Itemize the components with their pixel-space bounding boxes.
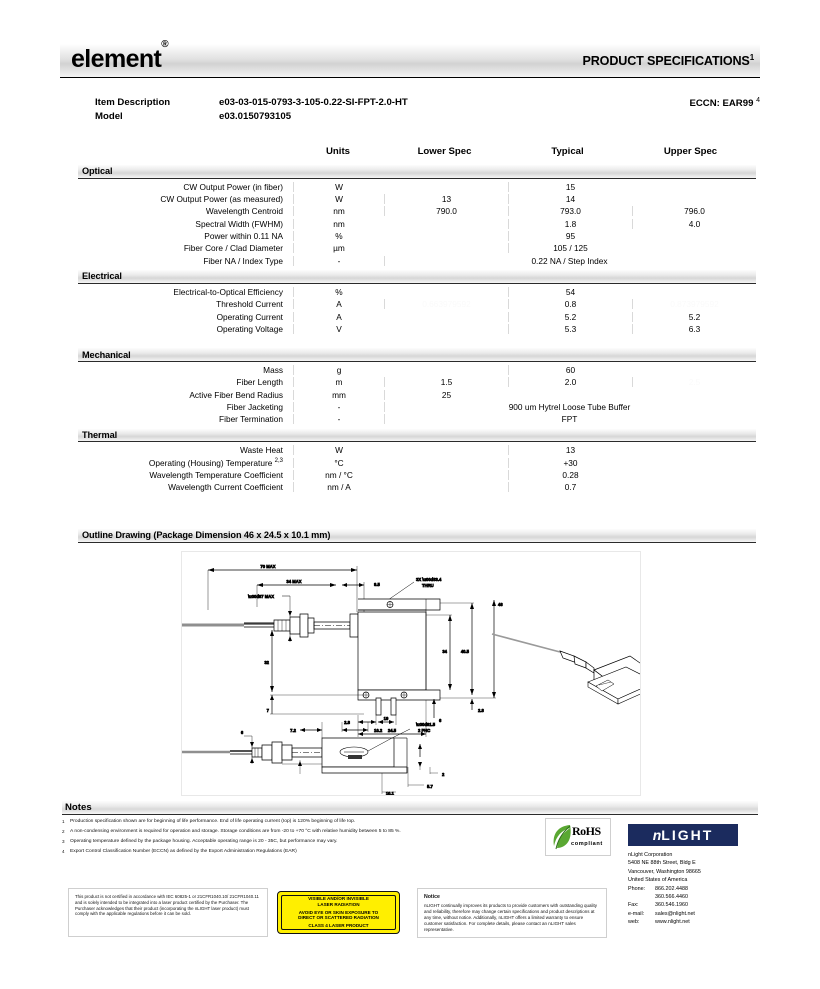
col-units: Units [326, 146, 350, 157]
row-units: % [293, 287, 384, 297]
table-row [78, 324, 756, 336]
footnote-ref: 4 [756, 97, 760, 104]
table-row [78, 206, 756, 218]
contact-row [628, 918, 758, 926]
item-description-row [95, 97, 760, 111]
row-parameter-label: Fiber Termination [219, 414, 283, 425]
svg-text:19: 19 [383, 716, 389, 721]
row-units: °C [293, 458, 384, 468]
svg-text:THRU: THRU [422, 583, 434, 588]
contact-label [628, 893, 655, 901]
row-typical: 5.3 [508, 324, 632, 334]
section-header-mechanical [78, 348, 756, 362]
table-row [78, 182, 756, 194]
company-address [628, 851, 758, 926]
row-typical: 105 / 125 [508, 243, 632, 253]
svg-text:\u00d87 MAX: \u00d87 MAX [248, 594, 275, 599]
rohs-badge [545, 818, 611, 856]
contact-label: e-mail: [628, 910, 645, 917]
page-header [60, 38, 760, 78]
svg-text:6: 6 [439, 718, 442, 723]
contact-row [628, 910, 758, 918]
rohs-label: RoHS [572, 824, 601, 838]
company-address-line2: Vancouver, Washington 98665 [628, 868, 701, 875]
row-lower-spec: 13 [384, 194, 508, 204]
row-typical: 60 [508, 365, 632, 375]
contact-label: Fax: [628, 902, 639, 909]
row-upper-spec: 0.873979592 [632, 299, 756, 309]
row-typical: 54 [508, 287, 632, 297]
page-title: PRODUCT SPECIFICATIONS$^1$ [582, 52, 754, 69]
model-label: Model [95, 110, 123, 122]
row-units: nm / °C [293, 470, 384, 480]
row-units: g [293, 365, 384, 375]
table-row [78, 365, 756, 377]
table-row [78, 219, 756, 231]
table-row [78, 458, 756, 470]
model-row [95, 111, 760, 125]
warning-line-1: VISIBLE AND/OR INVISIBLE LASER RADIATION [308, 896, 369, 907]
section-header-electrical [78, 270, 756, 284]
row-parameter-label: Mass [263, 364, 283, 375]
svg-text:32: 32 [264, 660, 269, 665]
row-upper-spec: 4.0 [632, 219, 756, 229]
svg-text:\u00d81.5: \u00d81.5 [416, 722, 436, 727]
notice-box [417, 888, 607, 938]
table-row [78, 194, 756, 206]
table-row [78, 482, 756, 494]
row-parameter-label: Threshold Current [216, 299, 283, 310]
row-typical: +30 [508, 458, 632, 468]
eccn-value: ECCN: EAR99 $^4$ [689, 97, 760, 110]
note-text: A non-condensing environment is required for operation and storage. Storage conditions are from -20 to +70 °C with relative humidity between 5 to 85 %. [70, 829, 401, 835]
row-typical: 0.28 [508, 470, 632, 480]
table-row [78, 312, 756, 324]
row-parameter-label: Fiber Jacketing [226, 401, 283, 412]
company-name: nLight Corporation [628, 852, 673, 858]
section-rows [78, 287, 756, 337]
table-row [78, 402, 756, 414]
table-row [78, 470, 756, 482]
row-lower-spec: 25 [384, 390, 508, 400]
certification-disclaimer: This product is not certified in accordance with IEC 60825-1 or 21CFR1040.10/ 21CFR1040.11 and is solely intended to be integrated into a laser product certified by the Purchaser. The Purchaser acknowledges that their product (incorporating the nLIGHT laser product) must comply with the applicable regulations before it can be sold. [68, 888, 268, 937]
row-typical: 13 [508, 445, 632, 455]
outline-drawing [181, 551, 641, 796]
table-row [78, 414, 756, 426]
svg-text:9.5: 9.5 [374, 582, 380, 587]
note-number: 4 [62, 849, 65, 855]
svg-text:46: 46 [498, 602, 503, 607]
table-row [78, 299, 756, 311]
svg-text:10.2: 10.2 [374, 728, 383, 733]
row-upper-spec: 796.0 [632, 206, 756, 216]
table-row [78, 256, 756, 268]
row-units: W [293, 182, 384, 192]
brand-name: element [71, 45, 162, 73]
row-parameter-label: Fiber Length [236, 377, 283, 388]
company-block [628, 824, 758, 926]
svg-text:2: 2 [442, 772, 445, 777]
row-parameter-label: Waste Heat [239, 445, 283, 456]
col-typical: Typical [551, 146, 584, 157]
row-units: W [293, 194, 384, 204]
warning-line-2: AVOID EYE OR SKIN EXPOSURE TO DIRECT OR SCATTERED RADIATION [298, 909, 379, 921]
table-row [78, 287, 756, 299]
rohs-sublabel: compliant [571, 841, 603, 847]
section-header-thermal [78, 429, 756, 443]
svg-text:3X \u00d83.4: 3X \u00d83.4 [416, 577, 442, 582]
row-spanned-value: 900 um Hytrel Loose Tube Buffer [384, 402, 754, 412]
row-typical: 5.2 [508, 312, 632, 322]
section-title: Electrical [82, 271, 122, 282]
laser-warning-label [277, 891, 400, 934]
row-parameter-label: Active Fiber Bend Radius [189, 389, 283, 400]
row-upper-spec: 2.5 [632, 377, 756, 387]
note-number: 3 [62, 839, 65, 845]
section-rows [78, 445, 756, 495]
row-units: nm [293, 219, 384, 229]
row-units: nm / A [293, 482, 384, 492]
row-parameter-label: Operating Current [216, 311, 283, 322]
row-typical: 793.0 [508, 206, 632, 216]
svg-text:7: 7 [266, 708, 269, 713]
row-parameter-label: Operating Voltage [216, 323, 283, 334]
nlight-logo-text: LIGHT [661, 827, 714, 843]
brand-logo [71, 38, 169, 73]
svg-text:34: 34 [442, 649, 447, 654]
company-address-line3: United States of America [628, 877, 688, 884]
row-units: A [293, 312, 384, 322]
section-spacer [78, 336, 756, 346]
note-number: 1 [62, 819, 65, 825]
contact-value: 866.202.4488 [655, 885, 688, 892]
contact-value: sales@nlight.net [655, 910, 695, 917]
row-typical: 0.7 [508, 482, 632, 492]
row-units: W [293, 445, 384, 455]
row-units: - [293, 402, 384, 412]
warning-line-3: CLASS 4 LASER PRODUCT [308, 923, 369, 929]
row-parameter-label: CW Output Power (as measured) [160, 193, 283, 204]
notice-text: nLIGHT continually improves its products to provide customers with outstanding quality and reliability, therefore may change certain specifications and product descriptions at any time, without notice. Additionally, nLIGHT offers a limited warranty to ensure customer satisfaction. For complete details, please contact an nLIGHT sales representative. [424, 902, 597, 933]
section-header-notes: Notes [62, 801, 758, 815]
item-info [95, 97, 760, 124]
note-number: 2 [62, 829, 65, 835]
row-typical: 0.8 [508, 299, 632, 309]
svg-text:10.1: 10.1 [385, 791, 394, 795]
row-typical: 15 [508, 182, 632, 192]
col-upper-spec: Upper Spec [663, 146, 718, 157]
row-lower-spec: 790.0 [384, 206, 508, 216]
svg-text:5.7: 5.7 [427, 784, 433, 789]
row-units: - [293, 256, 384, 266]
nlight-logo [628, 824, 738, 846]
svg-text:40.5: 40.5 [460, 649, 469, 654]
row-typical: 14 [508, 194, 632, 204]
row-parameter-label: Wavelength Centroid [205, 206, 283, 217]
row-units: m [293, 377, 384, 387]
contact-row [628, 901, 758, 909]
section-title: Thermal [82, 430, 118, 440]
item-description-value: e03-03-015-0793-3-105-0.22-SI-FPT-2.0-HT [219, 97, 408, 108]
contact-value: 360.566.4460 [655, 893, 688, 900]
svg-text:2.8: 2.8 [478, 708, 484, 713]
svg-text:34 MAX: 34 MAX [286, 579, 302, 584]
row-parameter-label: Fiber NA / Index Type [203, 255, 283, 266]
laser-warning-inner [281, 895, 396, 930]
col-lower-spec: Lower Spec [417, 146, 472, 157]
row-spanned-value: 0.22 NA / Step Index [384, 256, 754, 266]
section-rows [78, 365, 756, 427]
table-row [78, 445, 756, 457]
footnote-ref: 2,3 [274, 457, 283, 464]
svg-text:2.8: 2.8 [344, 720, 350, 725]
registered-mark-icon: ® [161, 38, 169, 50]
table-row [78, 390, 756, 402]
row-units: - [293, 414, 384, 424]
row-parameter-label: Electrical-to-Optical Efficiency [173, 286, 283, 297]
svg-text:2 PHC: 2 PHC [418, 728, 431, 733]
section-header-optical [78, 165, 756, 179]
row-typical: 1.8 [508, 219, 632, 229]
row-lower-spec: 1.5 [384, 377, 508, 387]
row-typical: 2.0 [508, 377, 632, 387]
contact-row [628, 885, 758, 893]
contact-value: www.nlight.net [655, 919, 690, 925]
note-text: Export Control Classification Number (ECCN) as defined by the Export Administration Regulations (EAR) [70, 849, 297, 855]
contact-row [628, 893, 758, 901]
company-address-line1: 5408 NE 88th Street, Bldg E [628, 860, 696, 867]
row-parameter-label: Operating (Housing) Temperature $^{2,3}$ [148, 457, 283, 468]
table-row [78, 243, 756, 255]
section-title: Optical [82, 166, 113, 177]
svg-text:24.5: 24.5 [387, 728, 397, 733]
model-value: e03.0150793105 [219, 110, 292, 122]
contact-value: 360.546.1960 [655, 902, 688, 909]
row-parameter-label: Power within 0.11 NA [204, 231, 283, 242]
row-parameter-label: Fiber Core / Clad Diameter [183, 243, 283, 254]
notice-title: Notice [424, 894, 440, 900]
row-units: V [293, 324, 384, 334]
section-header-outline: Outline Drawing (Package Dimension 46 x 24.5 x 10.1 mm) [78, 529, 756, 543]
table-row [78, 231, 756, 243]
contact-label: Phone: [628, 885, 646, 892]
nlight-logo-n: n [652, 827, 662, 843]
row-units: mm [293, 390, 384, 400]
row-typical: 95 [508, 231, 632, 241]
leaf-icon [550, 822, 574, 852]
specification-table [78, 146, 756, 495]
row-lower-spec: 0.663979592 [384, 299, 508, 309]
row-parameter-label: CW Output Power (in fiber) [183, 181, 283, 192]
note-text: Operating temperature defined by the package housing. Acceptable operating range is 20 - 35C, but performance may vary. [70, 839, 338, 845]
item-description-label: Item Description [95, 97, 171, 108]
row-parameter-label: Spectral Width (FWHM) [195, 218, 283, 229]
section-title: Mechanical [82, 349, 131, 360]
svg-text:7.2: 7.2 [290, 728, 296, 733]
svg-text:70 MAX: 70 MAX [260, 564, 276, 569]
outline-drawing-svg [182, 552, 640, 795]
note-text: Production specification shown are for beginning of life performance. End of life operating current (Iop) is 120% beginning of life Iop. [70, 819, 356, 825]
row-parameter-label: Wavelength Temperature Coefficient [149, 470, 283, 481]
company-contacts [628, 885, 758, 927]
row-units: µm [293, 243, 384, 253]
row-parameter-label: Wavelength Current Coefficient [168, 482, 283, 493]
contact-label: web: [628, 919, 640, 925]
row-units: nm [293, 206, 384, 216]
row-units: A [293, 299, 384, 309]
table-row [78, 377, 756, 389]
row-units: % [293, 231, 384, 241]
section-rows [78, 182, 756, 269]
row-upper-spec: 6.3 [632, 324, 756, 334]
table-column-headers [78, 146, 756, 163]
svg-text:6: 6 [240, 730, 244, 735]
row-upper-spec: 5.2 [632, 312, 756, 322]
row-spanned-value: FPT [384, 414, 754, 424]
footnote-ref: 1 [749, 52, 754, 62]
